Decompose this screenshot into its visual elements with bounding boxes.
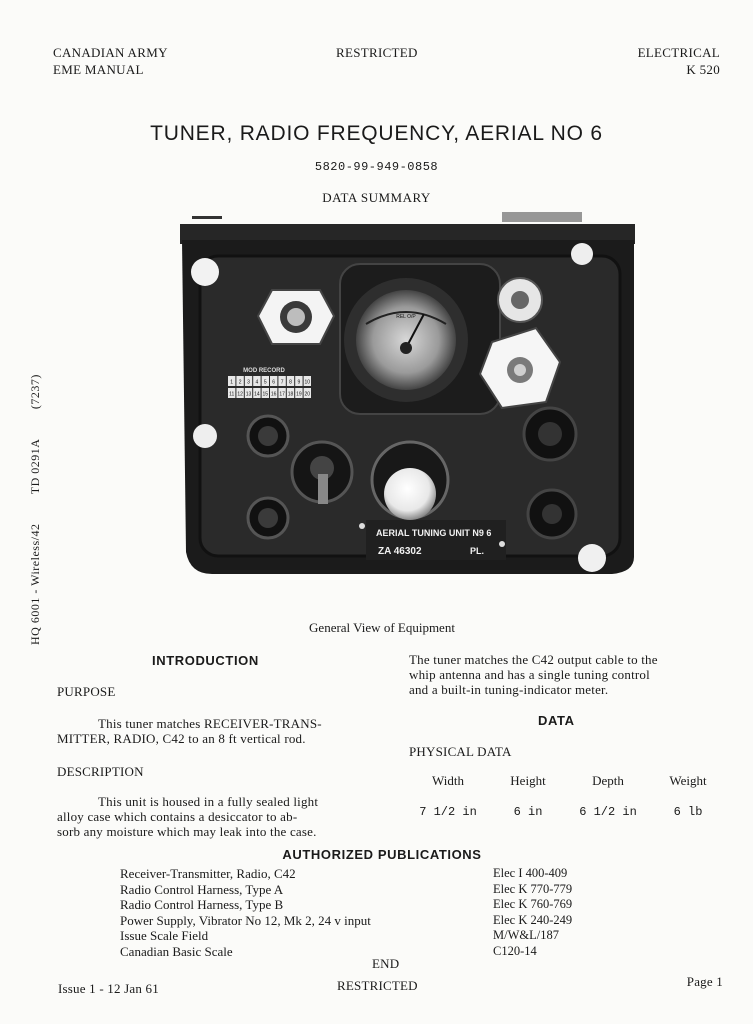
mod-record-number: 6 (272, 379, 276, 386)
mod-record-number: 14 (254, 391, 260, 398)
header-ref: K 520 (686, 62, 720, 77)
mod-record-number: 7 (280, 379, 284, 386)
summary-line: and a built-in tuning-indicator meter. (409, 682, 609, 697)
col-weight-header: Weight (669, 773, 707, 788)
weight-value: 6 lb (673, 805, 703, 819)
mod-record-number: 2 (238, 379, 242, 386)
mod-record-number: 5 (263, 379, 267, 386)
mod-record-number: 9 (297, 379, 301, 386)
mod-record-label: MOD RECORD (243, 368, 285, 374)
footer-issue: Issue 1 - 12 Jan 61 (58, 981, 159, 996)
mod-record-number: 10 (304, 379, 311, 386)
publication-ref: Elec K 760-769 (493, 897, 573, 911)
publication-name: Issue Scale Field (120, 928, 209, 943)
width-value: 7 1/2 in (419, 805, 477, 819)
mod-record-number: 18 (287, 391, 294, 398)
side-ref-hq: HQ 6001 - Wireless/42 (28, 523, 42, 645)
data-heading: DATA (538, 713, 575, 728)
description-text (57, 794, 387, 839)
header-right (638, 44, 720, 78)
summary-line: whip antenna and has a single tuning control (409, 667, 650, 682)
col-depth-header: Depth (592, 773, 624, 788)
side-ref-num: (7237) (28, 374, 42, 410)
mount-hole-icon (191, 258, 219, 286)
mod-record-number: 17 (279, 391, 285, 398)
header-org: CANADIAN ARMY (53, 45, 168, 60)
publication-name: Canadian Basic Scale (120, 943, 233, 959)
tuner-summary (409, 652, 739, 697)
purpose-text (57, 716, 387, 746)
purpose-line: This tuner matches RECEIVER-TRANS- (98, 716, 322, 731)
description-line: sorb any moisture which may leak into the case. (57, 824, 317, 839)
publication-ref: M/W&L/187 (493, 928, 559, 942)
mod-record-number: 12 (237, 391, 243, 398)
mod-record-number: 19 (296, 391, 302, 398)
equipment-photo (172, 212, 642, 582)
tuning-meter-icon (356, 290, 456, 390)
mod-record-number: 11 (229, 391, 235, 398)
publications-names (120, 866, 371, 959)
publication-name: Radio Control Harness, Type A (120, 881, 284, 897)
publication-ref: Elec K 240-249 (493, 912, 573, 927)
publication-ref: Elec I 400-409 (493, 866, 568, 880)
publications-refs (493, 866, 572, 959)
physical-data-heading: PHYSICAL DATA (409, 744, 512, 759)
photo-caption: General View of Equipment (309, 620, 455, 635)
tuning-knob-icon (384, 468, 436, 520)
mod-record-number: 16 (270, 391, 277, 398)
mod-record-number: 3 (247, 379, 250, 386)
side-reference (28, 348, 43, 645)
mod-record-number: 13 (245, 391, 252, 398)
col-width-header: Width (432, 773, 464, 788)
mod-record-number: 20 (304, 391, 311, 398)
mod-record-number: 8 (289, 379, 292, 386)
publications-heading: AUTHORIZED PUBLICATIONS (282, 847, 482, 862)
description-line: This unit is housed in a fully sealed light (98, 794, 319, 809)
description-heading: DESCRIPTION (57, 764, 144, 779)
footer-page-number: Page 1 (686, 974, 723, 989)
description-line: alloy case which contains a desiccator to ab- (57, 809, 298, 824)
publication-ref: Elec K 770-779 (493, 881, 573, 896)
purpose-heading: PURPOSE (57, 684, 116, 699)
side-ref-td: TD 0291A (28, 438, 42, 495)
header-classification: RESTRICTED (336, 45, 418, 60)
mod-record-number: 1 (230, 379, 234, 386)
col-height-header: Height (510, 773, 546, 788)
depth-value: 6 1/2 in (579, 805, 637, 819)
mod-record-number: 15 (262, 391, 269, 398)
purpose-line: MITTER, RADIO, C42 to an 8 ft vertical rod. (57, 731, 306, 746)
publication-name: Receiver-Transmitter, Radio, C42 (120, 866, 296, 881)
footer-classification: RESTRICTED (337, 978, 418, 993)
introduction-heading: INTRODUCTION (152, 653, 259, 668)
table-header-row (408, 773, 728, 789)
summary-line: The tuner matches the C42 output cable to the (409, 652, 658, 667)
nameplate-line1: AERIAL TUNING UNIT N9 6 (376, 528, 492, 538)
publication-ref: C120-14 (493, 943, 537, 958)
header-left (53, 44, 168, 78)
page-title: TUNER, RADIO FREQUENCY, AERIAL NO 6 (150, 122, 603, 145)
meter-label: REL O/P (396, 314, 416, 320)
mod-record-number: 4 (255, 379, 259, 386)
physical-data-table (408, 773, 728, 819)
end-marker: END (372, 956, 400, 971)
stock-number: 5820-99-949-0858 (314, 160, 439, 174)
publication-name: Radio Control Harness, Type B (120, 897, 284, 912)
height-value: 6 in (513, 805, 543, 819)
header-manual: EME MANUAL (53, 62, 144, 77)
header-category: ELECTRICAL (637, 45, 720, 60)
nameplate-pl: PL. (470, 546, 485, 556)
publication-name: Power Supply, Vibrator No 12, Mk 2, 24 v input (120, 912, 371, 928)
document-subtitle: DATA SUMMARY (322, 190, 431, 205)
nameplate-line2: ZA 46302 (378, 546, 422, 557)
table-row (408, 805, 728, 819)
